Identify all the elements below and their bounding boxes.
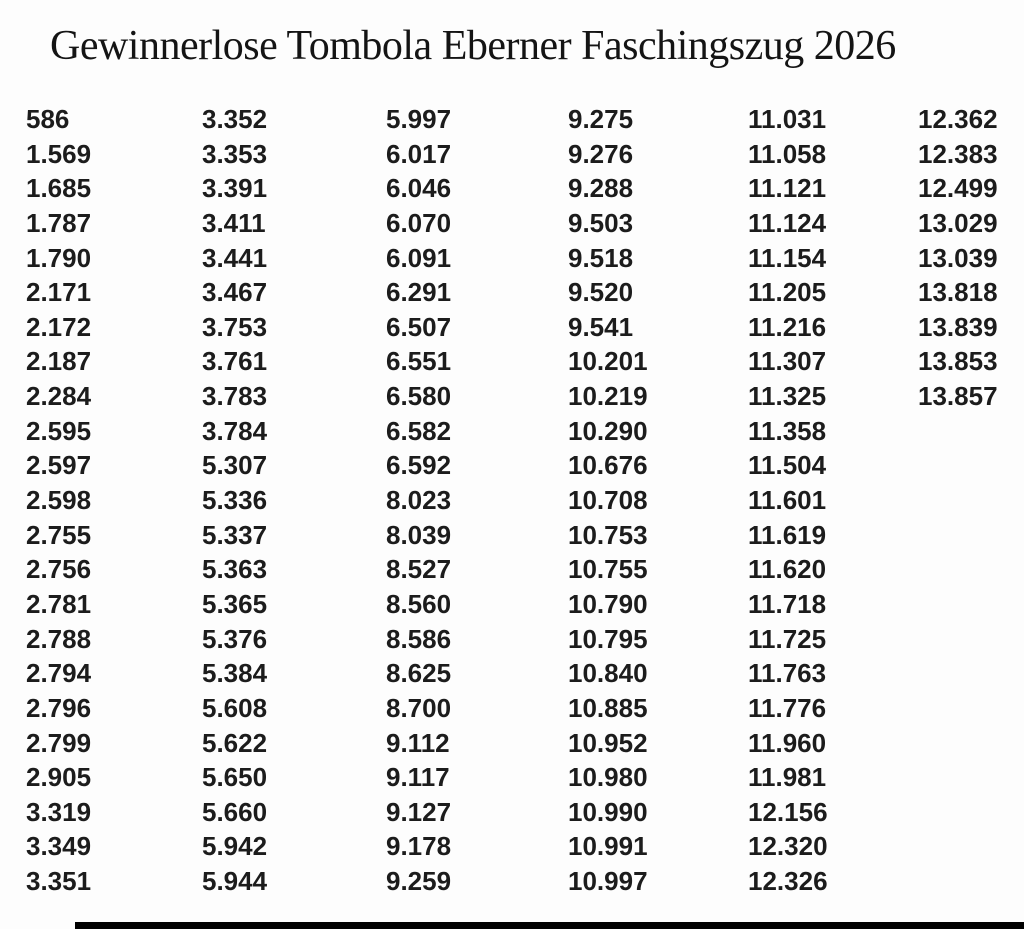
lot-number: 5.376 (202, 623, 268, 654)
lot-number: 10.219 (568, 381, 648, 412)
lot-number: 3.351 (26, 866, 92, 897)
lot-number: 6.507 (386, 311, 452, 342)
lot-number: 2.781 (26, 588, 92, 619)
lot-number: 10.840 (568, 658, 648, 689)
lot-number: 2.172 (26, 311, 92, 342)
lot-number: 2.796 (26, 692, 92, 723)
lot-number: 13.839 (918, 311, 998, 342)
lot-number: 12.499 (918, 173, 998, 204)
lot-number: 6.592 (386, 450, 452, 481)
lot-number: 10.201 (568, 346, 648, 377)
lot-number: 9.275 (568, 104, 634, 134)
lot-number: 5.944 (202, 866, 268, 897)
lot-number: 10.290 (568, 415, 648, 446)
lot-number: 5.997 (386, 104, 452, 134)
lot-number: 2.171 (26, 277, 92, 308)
lot-number: 13.853 (918, 346, 998, 377)
lot-number: 9.178 (386, 831, 452, 862)
lot-number: 11.216 (748, 311, 827, 342)
lot-number: 11.358 (748, 415, 827, 446)
lot-number: 10.676 (568, 450, 648, 481)
lot-number: 6.580 (386, 381, 452, 412)
lot-number: 9.541 (568, 311, 634, 342)
lot-number-column (26, 102, 196, 899)
lot-number: 5.622 (202, 727, 268, 758)
lot-number: 2.905 (26, 762, 92, 793)
lot-number: 2.756 (26, 554, 92, 585)
lot-number: 11.124 (748, 207, 827, 238)
lot-number: 3.784 (202, 415, 268, 446)
bottom-edge-bar (75, 922, 1024, 929)
lot-number: 3.352 (202, 104, 268, 134)
lot-number: 6.582 (386, 415, 452, 446)
lot-number: 11.121 (748, 173, 827, 204)
lot-number: 2.794 (26, 658, 92, 689)
lot-number: 9.117 (386, 762, 450, 793)
lot-number: 12.156 (748, 796, 828, 827)
lot-number: 8.023 (386, 485, 452, 516)
lot-number: 9.520 (568, 277, 634, 308)
lot-number: 6.291 (386, 277, 452, 308)
lot-number: 10.790 (568, 588, 648, 619)
lot-number: 6.091 (386, 242, 452, 273)
lot-number: 8.560 (386, 588, 452, 619)
lot-number: 13.818 (918, 277, 998, 308)
lot-number-column (386, 102, 556, 899)
lot-number: 2.187 (26, 346, 92, 377)
lot-number: 2.799 (26, 727, 92, 758)
lot-number: 9.518 (568, 242, 634, 273)
lot-number-column (568, 102, 738, 899)
lot-number: 9.259 (386, 866, 452, 897)
lot-number: 11.325 (748, 381, 827, 412)
lot-number: 11.307 (748, 346, 827, 377)
lot-number: 11.776 (748, 692, 827, 723)
lot-number: 8.527 (386, 554, 452, 585)
lot-number: 10.990 (568, 796, 648, 827)
lot-number: 11.031 (748, 104, 827, 134)
lot-number: 9.112 (386, 727, 450, 758)
lot-number: 1.685 (26, 173, 92, 204)
lot-number: 10.795 (568, 623, 648, 654)
lot-number: 12.362 (918, 104, 998, 134)
lot-number: 2.284 (26, 381, 92, 412)
lot-number: 5.307 (202, 450, 268, 481)
lot-number: 11.718 (748, 588, 827, 619)
lot-number: 11.725 (748, 623, 827, 654)
lot-number: 8.700 (386, 692, 452, 723)
lot-number: 1.569 (26, 138, 92, 169)
lot-number: 11.205 (748, 277, 827, 308)
lot-number: 8.039 (386, 519, 452, 550)
lot-number: 8.625 (386, 658, 452, 689)
lot-number: 2.597 (26, 450, 92, 481)
lot-number: 5.660 (202, 796, 268, 827)
lot-number: 10.991 (568, 831, 648, 862)
lot-number: 12.326 (748, 866, 828, 897)
lot-number: 11.601 (748, 485, 827, 516)
lot-number: 5.365 (202, 588, 268, 619)
lot-number: 13.039 (918, 242, 998, 273)
lot-number: 11.058 (748, 138, 827, 169)
lot-number: 12.320 (748, 831, 828, 862)
lot-number: 1.787 (26, 207, 92, 238)
lot-number: 3.411 (202, 207, 266, 238)
lot-number: 5.650 (202, 762, 268, 793)
lot-number: 3.353 (202, 138, 268, 169)
lot-number: 3.349 (26, 831, 92, 862)
lot-number: 10.952 (568, 727, 648, 758)
lot-number: 3.441 (202, 242, 268, 273)
lot-number: 6.017 (386, 138, 452, 169)
lot-number: 10.980 (568, 762, 648, 793)
lot-number: 2.595 (26, 415, 92, 446)
lot-number: 5.363 (202, 554, 268, 585)
lot-number: 10.885 (568, 692, 648, 723)
lot-number: 3.753 (202, 311, 268, 342)
lot-number: 3.391 (202, 173, 268, 204)
lot-number: 11.619 (748, 519, 827, 550)
lot-number: 11.763 (748, 658, 827, 689)
lot-number: 2.755 (26, 519, 92, 550)
lot-number: 8.586 (386, 623, 452, 654)
lot-number: 5.384 (202, 658, 268, 689)
lot-number: 3.761 (202, 346, 268, 377)
lot-number: 5.942 (202, 831, 268, 862)
lot-number: 10.755 (568, 554, 648, 585)
lot-number: 10.997 (568, 866, 648, 897)
lot-number: 586 (26, 104, 70, 134)
lot-number: 3.319 (26, 796, 92, 827)
lot-number: 10.753 (568, 519, 648, 550)
page-title: Gewinnerlose Tombola Eberner Faschingszug 2026 (50, 23, 896, 69)
lot-number: 2.788 (26, 623, 92, 654)
lot-number: 11.620 (748, 554, 827, 585)
lot-number: 13.029 (918, 207, 998, 238)
lot-number: 9.276 (568, 138, 634, 169)
lot-number: 6.046 (386, 173, 452, 204)
lot-number: 5.336 (202, 485, 268, 516)
lot-number: 5.337 (202, 519, 268, 550)
lot-number: 11.960 (748, 727, 827, 758)
lot-number: 9.503 (568, 207, 634, 238)
lot-number: 3.467 (202, 277, 268, 308)
lot-number: 12.383 (918, 138, 998, 169)
lot-number-column (202, 102, 372, 899)
lot-number: 11.154 (748, 242, 827, 273)
lot-number: 6.070 (386, 207, 452, 238)
lot-number-column (748, 102, 918, 899)
lot-number-columns (0, 102, 1024, 902)
lot-number: 9.127 (386, 796, 452, 827)
lot-number: 6.551 (386, 346, 452, 377)
lot-number-column (918, 102, 1024, 414)
lot-number: 3.783 (202, 381, 268, 412)
lot-number: 11.504 (748, 450, 827, 481)
lot-number: 13.857 (918, 381, 998, 412)
lot-number: 11.981 (748, 762, 827, 793)
lot-number: 2.598 (26, 485, 92, 516)
lot-number: 1.790 (26, 242, 92, 273)
lot-number: 10.708 (568, 485, 648, 516)
lot-number: 9.288 (568, 173, 634, 204)
lot-number: 5.608 (202, 692, 268, 723)
